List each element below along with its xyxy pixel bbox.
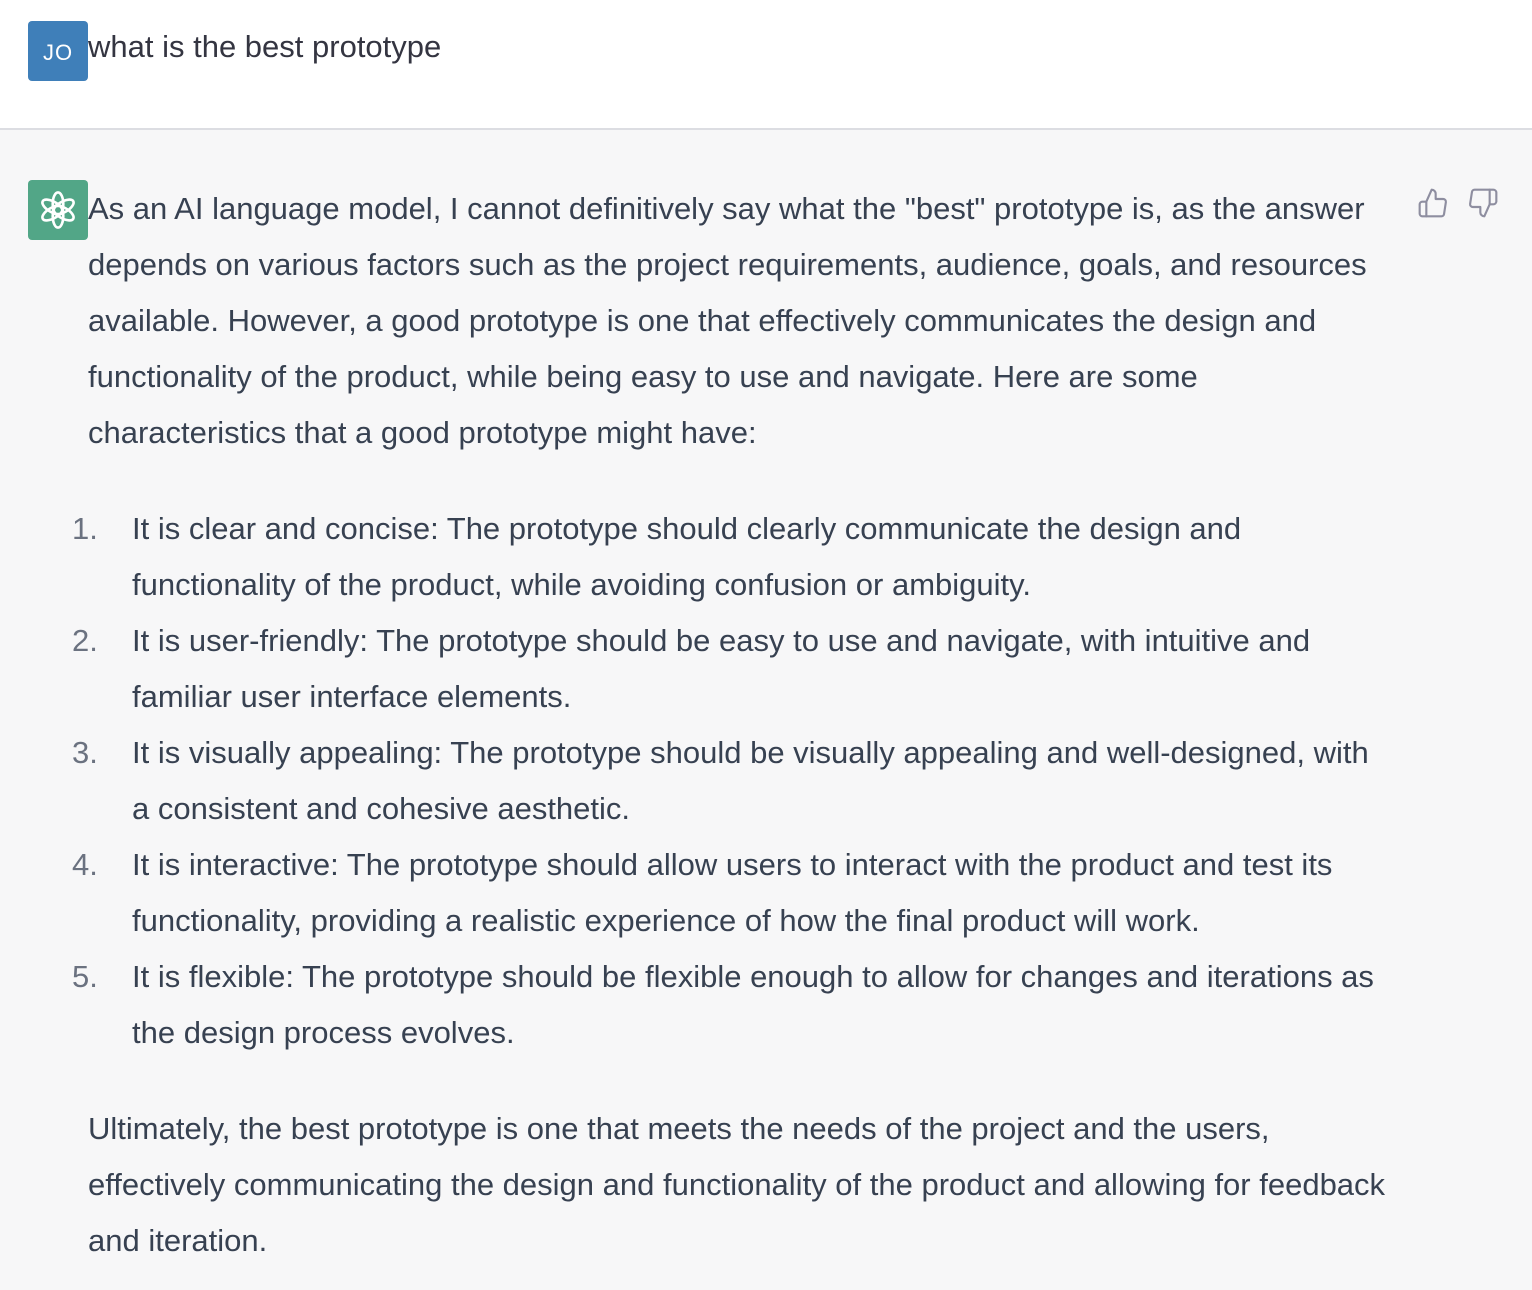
list-item (72, 837, 1388, 949)
assistant-avatar (28, 180, 88, 240)
assistant-answer (72, 181, 1388, 1269)
thumbs-down-icon (1467, 187, 1499, 219)
list-item (72, 949, 1388, 1061)
list-item (72, 725, 1388, 837)
user-message-text: what is the best prototype (88, 29, 442, 64)
user-message-row (0, 0, 1532, 130)
list-item-text: It is user-friendly: The prototype should be easy to use and navigate, with intuitive and familiar user interface elements. (132, 623, 1311, 714)
list-item-number: 4. (72, 847, 98, 882)
list-item-text: It is clear and concise: The prototype should clearly communicate the design and functionality of the product, while avoiding confusion or ambiguity. (132, 511, 1242, 602)
list-item (72, 501, 1388, 613)
list-item-number: 1. (72, 511, 98, 546)
list-item (72, 613, 1388, 725)
assistant-message-row (0, 130, 1532, 1290)
answer-intro: As an AI language model, I cannot definitively say what the "best" prototype is, as the answer depends on various factors such as the project requirements, audience, goals, and resources available. However, a good prototype is one that effectively communicates the design and functionality of the product, while being easy to use and navigate. Here are some characteristics that a good prototype might have: (88, 191, 1367, 450)
answer-conclusion: Ultimately, the best prototype is one that meets the needs of the project and the users, effectively communicating the design and functionality of the product and allowing for feedback and iteration. (88, 1111, 1386, 1258)
list-item-text: It is interactive: The prototype should allow users to interact with the product and test its functionality, providing a realistic experience of how the final product will work. (132, 847, 1333, 938)
list-item-text: It is flexible: The prototype should be flexible enough to allow for changes and iterations as the design process evolves. (132, 959, 1374, 1050)
list-item-number: 3. (72, 735, 98, 770)
thumbs-down-button[interactable] (1466, 186, 1500, 220)
characteristics-list (72, 501, 1388, 1061)
list-item-number: 5. (72, 959, 98, 994)
feedback-controls (1416, 186, 1500, 220)
openai-logo-icon (36, 188, 80, 232)
list-item-number: 2. (72, 623, 98, 658)
list-item-text: It is visually appealing: The prototype should be visually appealing and well-designed, with a consistent and cohesive aesthetic. (132, 735, 1369, 826)
thumbs-up-button[interactable] (1416, 186, 1450, 220)
user-avatar: JO (28, 21, 88, 81)
thumbs-up-icon (1417, 187, 1449, 219)
